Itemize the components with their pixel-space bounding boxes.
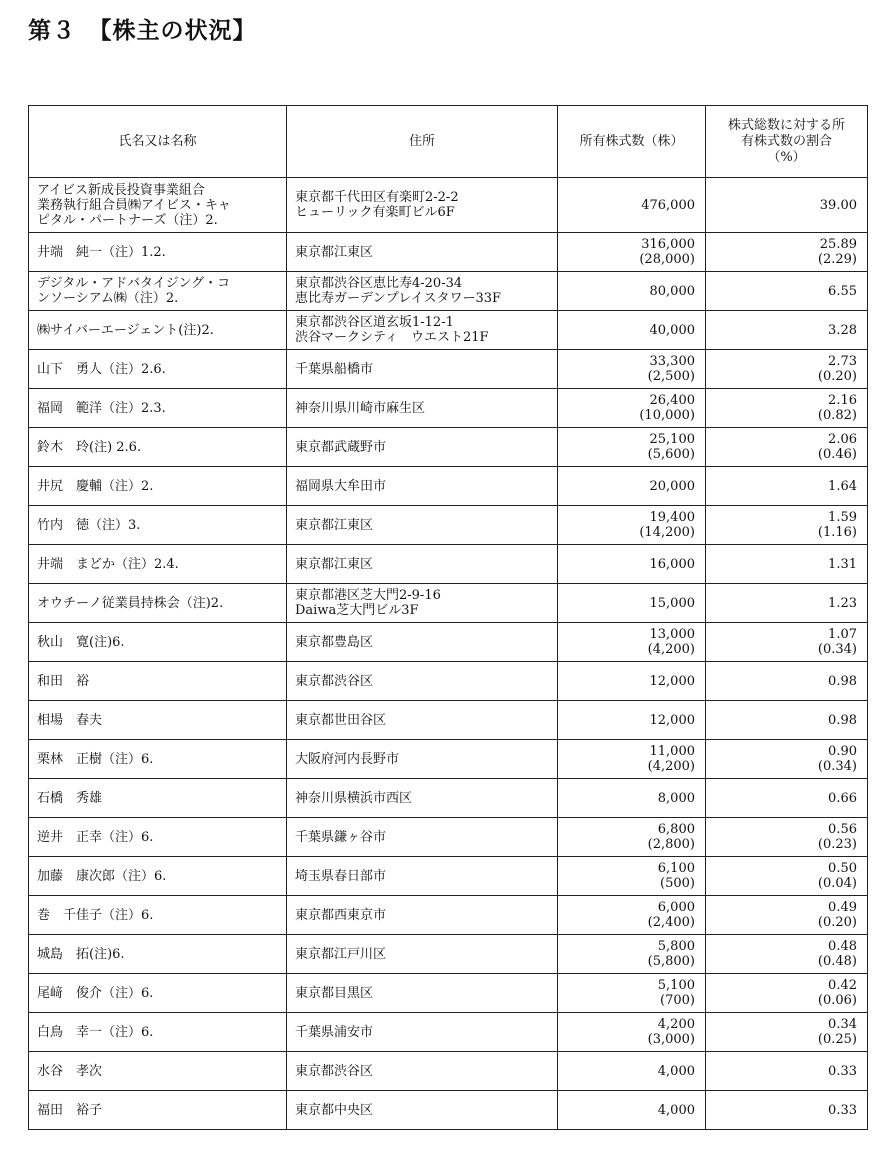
table-row (29, 1013, 868, 1052)
cell-percentage-line: 2.16 (828, 393, 857, 408)
header-percentage-line1: 株式総数に対する所 (727, 117, 845, 133)
cell-name-line: 加藤 康次郎（注）6. (37, 868, 167, 884)
cell-percentage (706, 857, 868, 896)
cell-address (287, 974, 558, 1013)
cell-percentage-line: 0.90 (828, 744, 857, 759)
cell-address-line: 神奈川県横浜市西区 (295, 790, 413, 806)
cell-percentage (706, 974, 868, 1013)
table-row (29, 506, 868, 545)
cell-shares-line: 20,000 (649, 478, 695, 494)
cell-shares-line: 12,000 (649, 712, 695, 728)
cell-percentage (706, 178, 868, 233)
cell-percentage-line: 0.50 (828, 861, 857, 876)
table-row (29, 818, 868, 857)
cell-shares-line: (500) (660, 876, 695, 891)
cell-shares (558, 779, 706, 818)
cell-address (287, 896, 558, 935)
cell-shares-line: (28,000) (639, 252, 695, 267)
cell-percentage-line: 0.98 (828, 673, 857, 689)
cell-percentage (706, 428, 868, 467)
table-row (29, 623, 868, 662)
cell-shares (558, 350, 706, 389)
cell-address (287, 701, 558, 740)
cell-address-line: 福岡県大牟田市 (295, 478, 387, 494)
table-row (29, 701, 868, 740)
cell-shares-line: (2,400) (647, 915, 695, 930)
cell-percentage-line: 1.31 (828, 556, 857, 572)
cell-percentage (706, 350, 868, 389)
cell-name-line: 逆井 正幸（注）6. (37, 829, 154, 845)
cell-address (287, 350, 558, 389)
cell-name (29, 779, 287, 818)
cell-percentage (706, 896, 868, 935)
table-row (29, 428, 868, 467)
cell-percentage-line: 6.55 (828, 283, 857, 299)
cell-shares-line: 15,000 (649, 595, 695, 611)
cell-percentage-line: 2.73 (828, 354, 857, 369)
cell-shares-line: 6,800 (657, 822, 695, 837)
cell-shares (558, 857, 706, 896)
table-row (29, 350, 868, 389)
header-percentage (706, 106, 868, 178)
cell-shares-line: 33,300 (649, 354, 695, 369)
cell-shares-line: (2,500) (647, 369, 695, 384)
cell-shares (558, 740, 706, 779)
cell-percentage-line: 0.42 (828, 978, 857, 993)
cell-shares-line: (4,200) (647, 642, 695, 657)
cell-percentage-line: (0.20) (817, 915, 857, 930)
cell-address (287, 857, 558, 896)
cell-shares (558, 1091, 706, 1130)
cell-name (29, 350, 287, 389)
cell-percentage (706, 701, 868, 740)
cell-address (287, 662, 558, 701)
cell-shares (558, 935, 706, 974)
table-row (29, 1091, 868, 1130)
cell-address-line: 東京都渋谷区道玄坂1-12-1 (295, 315, 454, 330)
table-row (29, 272, 868, 311)
cell-shares-line: 40,000 (649, 322, 695, 338)
table-row (29, 896, 868, 935)
cell-percentage (706, 233, 868, 272)
cell-address-line: 東京都渋谷区恵比寿4-20-34 (295, 276, 463, 291)
cell-shares (558, 1052, 706, 1091)
cell-name-line: アイビス新成長投資事業組合 (37, 182, 205, 198)
cell-shares-line: 5,100 (657, 978, 695, 993)
cell-percentage (706, 584, 868, 623)
cell-shares-line: (5,800) (647, 954, 695, 969)
cell-name-line: 石橋 秀雄 (37, 790, 103, 806)
cell-name (29, 178, 287, 233)
cell-percentage-line: 0.56 (828, 822, 857, 837)
cell-shares-line: (4,200) (647, 759, 695, 774)
cell-name-line: 竹内 徳（注）3. (37, 517, 141, 533)
cell-address-line: 東京都豊島区 (295, 634, 374, 650)
cell-percentage-line: 0.33 (828, 1102, 857, 1118)
cell-shares (558, 311, 706, 350)
cell-address (287, 428, 558, 467)
cell-shares (558, 974, 706, 1013)
cell-percentage-line: (0.23) (817, 837, 857, 852)
cell-name-line: 鈴木 玲(注) 2.6. (37, 439, 142, 455)
cell-shares-line: 316,000 (641, 237, 695, 252)
header-percentage-line2: 有株式数の割合 (740, 133, 832, 149)
cell-shares-line: 25,100 (649, 432, 695, 447)
cell-address-line: 渋谷マークシティ ウエスト21F (295, 330, 489, 345)
table-row (29, 1052, 868, 1091)
cell-name-line: デジタル・アドバタイジング・コ (37, 276, 231, 291)
cell-address-line: 千葉県浦安市 (295, 1024, 374, 1040)
cell-shares-line: 6,000 (657, 900, 695, 915)
cell-percentage-line: 0.98 (828, 712, 857, 728)
cell-shares-line: 8,000 (657, 790, 695, 806)
cell-name (29, 272, 287, 311)
cell-shares-line: (3,000) (647, 1032, 695, 1047)
cell-name-line: 福岡 範洋（注）2.3. (37, 400, 166, 416)
cell-percentage-line: (0.25) (817, 1032, 857, 1047)
cell-shares-line: 4,000 (657, 1102, 695, 1118)
cell-name-line: 白鳥 幸一（注）6. (37, 1024, 154, 1040)
cell-name (29, 467, 287, 506)
cell-percentage-line: 3.28 (828, 322, 857, 338)
cell-address-line: 東京都武蔵野市 (295, 439, 387, 455)
cell-shares (558, 545, 706, 584)
cell-name (29, 701, 287, 740)
cell-shares-line: 5,800 (657, 939, 695, 954)
cell-name-line: 福田 裕子 (37, 1102, 103, 1118)
cell-shares-line: 12,000 (649, 673, 695, 689)
cell-percentage-line: (0.20) (817, 369, 857, 384)
cell-address (287, 311, 558, 350)
cell-name-line: 水谷 孝次 (37, 1063, 103, 1079)
cell-percentage-line: (0.82) (817, 408, 857, 423)
cell-percentage-line: (0.04) (817, 876, 857, 891)
cell-percentage (706, 1013, 868, 1052)
cell-shares (558, 896, 706, 935)
cell-address-line: 東京都西東京市 (295, 907, 387, 923)
cell-shares (558, 584, 706, 623)
cell-name-line: オウチーノ従業員持株会（注)2. (37, 595, 224, 611)
cell-shares (558, 178, 706, 233)
cell-address (287, 389, 558, 428)
cell-shares-line: 19,400 (649, 510, 695, 525)
cell-name-line: 井端 純一（注）1.2. (37, 244, 166, 260)
cell-name (29, 623, 287, 662)
cell-address (287, 178, 558, 233)
cell-name (29, 584, 287, 623)
cell-percentage-line: (1.16) (817, 525, 857, 540)
cell-name-line: 秋山 寛(注)6. (37, 634, 125, 650)
table-row (29, 178, 868, 233)
cell-name (29, 896, 287, 935)
cell-address-line: 東京都江東区 (295, 556, 374, 572)
header-percentage-line3: （%） (767, 149, 806, 165)
cell-name-line: 巻 千佳子（注）6. (37, 907, 154, 923)
cell-shares (558, 467, 706, 506)
cell-shares (558, 662, 706, 701)
cell-address (287, 935, 558, 974)
cell-address-line: 東京都港区芝大門2-9-16 (295, 588, 441, 603)
cell-address-line: 東京都江戸川区 (295, 946, 387, 962)
cell-address (287, 1052, 558, 1091)
cell-name (29, 935, 287, 974)
cell-address-line: 東京都中央区 (295, 1102, 374, 1118)
cell-name (29, 389, 287, 428)
cell-percentage (706, 1091, 868, 1130)
table-row (29, 662, 868, 701)
cell-percentage-line: 0.49 (828, 900, 857, 915)
table-row (29, 935, 868, 974)
cell-percentage (706, 818, 868, 857)
cell-name (29, 662, 287, 701)
cell-shares-line: 4,200 (657, 1017, 695, 1032)
cell-name-line: 和田 裕 (37, 673, 90, 689)
cell-shares (558, 1013, 706, 1052)
cell-name-line: 山下 勇人（注）2.6. (37, 361, 166, 377)
cell-percentage (706, 506, 868, 545)
cell-shares-line: 13,000 (649, 627, 695, 642)
cell-address-line: 東京都渋谷区 (295, 1063, 374, 1079)
header-address: 住所 (287, 106, 558, 178)
table-row (29, 467, 868, 506)
cell-shares-line: 26,400 (649, 393, 695, 408)
cell-address-line: 東京都目黒区 (295, 985, 374, 1001)
cell-name (29, 1091, 287, 1130)
header-name: 氏名又は名称 (29, 106, 287, 178)
cell-name (29, 545, 287, 584)
cell-percentage-line: 25.89 (819, 237, 857, 252)
cell-name-line: 井端 まどか（注）2.4. (37, 556, 179, 572)
cell-address-line: 神奈川県川崎市麻生区 (295, 400, 426, 416)
cell-percentage-line: (0.06) (817, 993, 857, 1008)
table-row (29, 974, 868, 1013)
table-row (29, 740, 868, 779)
cell-shares-line: 476,000 (641, 197, 695, 213)
page-title: 第３ 【株主の状況】 (28, 18, 257, 44)
cell-percentage-line: 0.33 (828, 1063, 857, 1079)
cell-name-line: 業務執行組合員㈱アイビス・キャ (37, 197, 231, 213)
cell-percentage (706, 662, 868, 701)
cell-shares (558, 506, 706, 545)
cell-shares (558, 818, 706, 857)
cell-name (29, 233, 287, 272)
cell-name (29, 974, 287, 1013)
cell-address-line: 東京都世田谷区 (295, 712, 387, 728)
cell-address (287, 818, 558, 857)
cell-percentage (706, 272, 868, 311)
cell-name (29, 1052, 287, 1091)
cell-address-line: ヒューリック有楽町ビル6F (295, 205, 455, 220)
cell-shares (558, 233, 706, 272)
cell-address (287, 467, 558, 506)
table-row (29, 389, 868, 428)
cell-name (29, 740, 287, 779)
cell-shares-line: (2,800) (647, 837, 695, 852)
cell-percentage-line: 1.59 (828, 510, 857, 525)
table-row (29, 779, 868, 818)
cell-address-line: 東京都江東区 (295, 244, 374, 260)
cell-shares (558, 623, 706, 662)
cell-percentage-line: (2.29) (817, 252, 857, 267)
cell-percentage (706, 545, 868, 584)
cell-address (287, 584, 558, 623)
cell-percentage-line: (0.34) (817, 759, 857, 774)
cell-shares-line: 6,100 (657, 861, 695, 876)
table-header-row (29, 106, 868, 178)
cell-percentage-line: 1.07 (828, 627, 857, 642)
cell-percentage-line: 1.64 (828, 478, 857, 494)
cell-shares-line: 4,000 (657, 1063, 695, 1079)
cell-name (29, 506, 287, 545)
cell-shares (558, 389, 706, 428)
cell-name-line: 尾﨑 俊介（注）6. (37, 985, 154, 1001)
cell-address-line: 埼玉県春日部市 (295, 868, 387, 884)
cell-address (287, 506, 558, 545)
cell-percentage (706, 935, 868, 974)
cell-percentage (706, 623, 868, 662)
cell-shares (558, 428, 706, 467)
cell-address-line: 恵比寿ガーデンプレイスタワー33F (295, 291, 502, 306)
cell-name-line: 相場 春夫 (37, 712, 103, 728)
cell-address (287, 233, 558, 272)
cell-shares-line: (5,600) (647, 447, 695, 462)
cell-percentage-line: (0.34) (817, 642, 857, 657)
cell-name-line: 城島 拓(注)6. (37, 946, 125, 962)
cell-name-line: 井尻 慶輔（注）2. (37, 478, 154, 494)
table-row (29, 545, 868, 584)
cell-percentage (706, 311, 868, 350)
cell-address (287, 779, 558, 818)
cell-name (29, 428, 287, 467)
cell-percentage-line: 0.48 (828, 939, 857, 954)
cell-name (29, 311, 287, 350)
header-shares: 所有株式数（株） (558, 106, 706, 178)
cell-name (29, 857, 287, 896)
cell-name-line: ピタル・パートナーズ（注）2. (37, 212, 218, 228)
cell-address (287, 1091, 558, 1130)
shareholder-table (28, 105, 868, 1130)
cell-percentage-line: (0.46) (817, 447, 857, 462)
cell-address (287, 1013, 558, 1052)
cell-address-line: Daiwa芝大門ビル3F (295, 603, 419, 618)
cell-address-line: 千葉県船橋市 (295, 361, 374, 377)
cell-percentage (706, 467, 868, 506)
cell-name-line: ㈱サイバーエージェント(注)2. (37, 322, 214, 338)
cell-address (287, 545, 558, 584)
cell-address-line: 東京都渋谷区 (295, 673, 374, 689)
cell-shares-line: (700) (660, 993, 695, 1008)
cell-percentage-line: 0.34 (828, 1017, 857, 1032)
cell-percentage (706, 1052, 868, 1091)
cell-name (29, 818, 287, 857)
cell-percentage-line: 0.66 (828, 790, 857, 806)
cell-name-line: ンソーシアム㈱（注）2. (37, 291, 179, 306)
cell-percentage-line: 39.00 (819, 197, 857, 213)
cell-address (287, 740, 558, 779)
cell-address (287, 623, 558, 662)
cell-percentage-line: 1.23 (828, 595, 857, 611)
cell-name (29, 1013, 287, 1052)
cell-name-line: 栗林 正樹（注）6. (37, 751, 154, 767)
table-row (29, 857, 868, 896)
cell-shares (558, 701, 706, 740)
cell-shares-line: (10,000) (639, 408, 695, 423)
cell-address-line: 大阪府河内長野市 (295, 751, 400, 767)
cell-address-line: 千葉県鎌ヶ谷市 (295, 829, 387, 845)
cell-address-line: 東京都江東区 (295, 517, 374, 533)
table-row (29, 311, 868, 350)
cell-address-line: 東京都千代田区有楽町2-2-2 (295, 190, 459, 205)
cell-percentage-line: (0.48) (817, 954, 857, 969)
cell-percentage (706, 740, 868, 779)
cell-address (287, 272, 558, 311)
table-row (29, 584, 868, 623)
cell-shares-line: 80,000 (649, 283, 695, 299)
cell-shares-line: (14,200) (639, 525, 695, 540)
table-row (29, 233, 868, 272)
cell-percentage-line: 2.06 (828, 432, 857, 447)
cell-shares (558, 272, 706, 311)
cell-shares-line: 16,000 (649, 556, 695, 572)
cell-shares-line: 11,000 (649, 744, 695, 759)
cell-percentage (706, 779, 868, 818)
cell-percentage (706, 389, 868, 428)
